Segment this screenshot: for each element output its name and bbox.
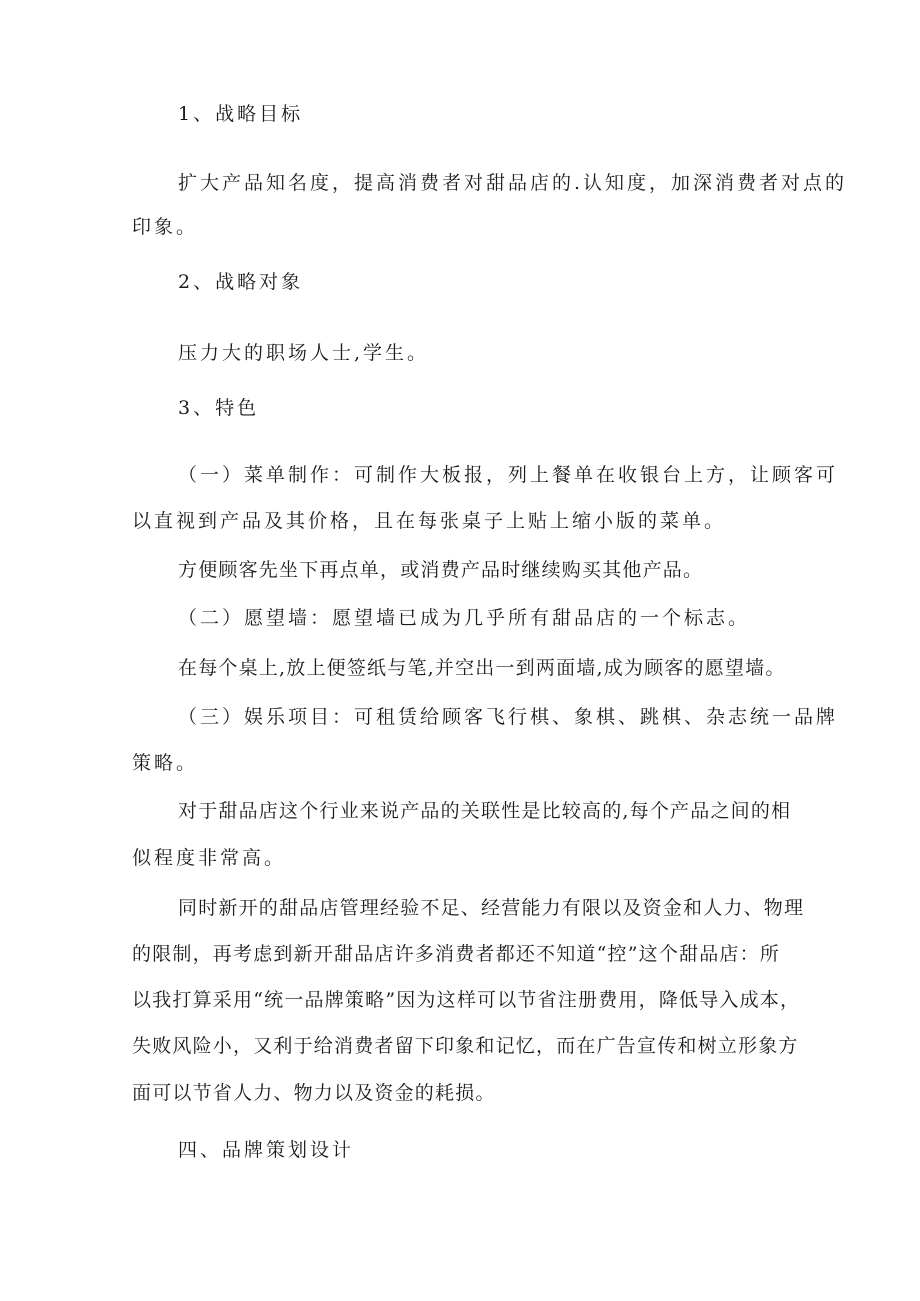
paragraph-line: （三）娱乐项目：可租赁给顾客飞行棋、象棋、跳棋、杂志统一品牌 <box>178 706 839 728</box>
paragraph-line: 以直视到产品及其价格，且在每张桌子上贴上缩小版的菜单。 <box>132 510 727 532</box>
paragraph-line: （二）愿望墙：愿望墙已成为几乎所有甜品店的一个标志。 <box>178 607 751 629</box>
heading-features: 3、特色 <box>178 397 260 419</box>
paragraph-line: 似程度非常高。 <box>132 847 287 869</box>
paragraph-line: 同时新开的甜品店管理经验不足、经营能力有限以及资金和人力、物理 <box>178 897 805 919</box>
paragraph-line: 策略。 <box>132 752 199 774</box>
paragraph-line: 扩大产品知名度，提高消费者对甜品店的.认知度，加深消费者对点的 <box>178 172 848 194</box>
heading-brand-planning: 四、品牌策划设计 <box>178 1139 355 1161</box>
paragraph-line: 对于甜品店这个行业来说产品的关联性是比较高的,每个产品之间的相 <box>178 800 792 822</box>
paragraph-line: 面可以节省人力、物力以及资金的耗损。 <box>132 1082 496 1104</box>
paragraph-line: 方便顾客先坐下再点单，或消费产品时继续购买其他产品。 <box>178 559 704 581</box>
paragraph-line: 压力大的职场人士,学生。 <box>178 342 430 364</box>
paragraph-line: 失败风险小，又利于给消费者留下印象和记忆，而在广告宣传和树立形象方 <box>132 1035 799 1057</box>
paragraph-line: 以我打算采用“统一品牌策略”因为这样可以节省注册费用，降低导入成本， <box>132 989 801 1011</box>
heading-strategy-goal: 1、战略目标 <box>178 103 304 125</box>
heading-strategy-target: 2、战略对象 <box>178 271 304 293</box>
paragraph-line: 印象。 <box>132 216 199 238</box>
paragraph-line: （一）菜单制作：可制作大板报，列上餐单在收银台上方，让顾客可 <box>178 464 839 486</box>
paragraph-line: 的限制，再考虑到新开甜品店许多消费者都还不知道“控”这个甜品店：所 <box>132 943 781 965</box>
paragraph-line: 在每个桌上,放上便签纸与笔,并空出一到两面墙,成为顾客的愿望墙。 <box>178 657 786 679</box>
